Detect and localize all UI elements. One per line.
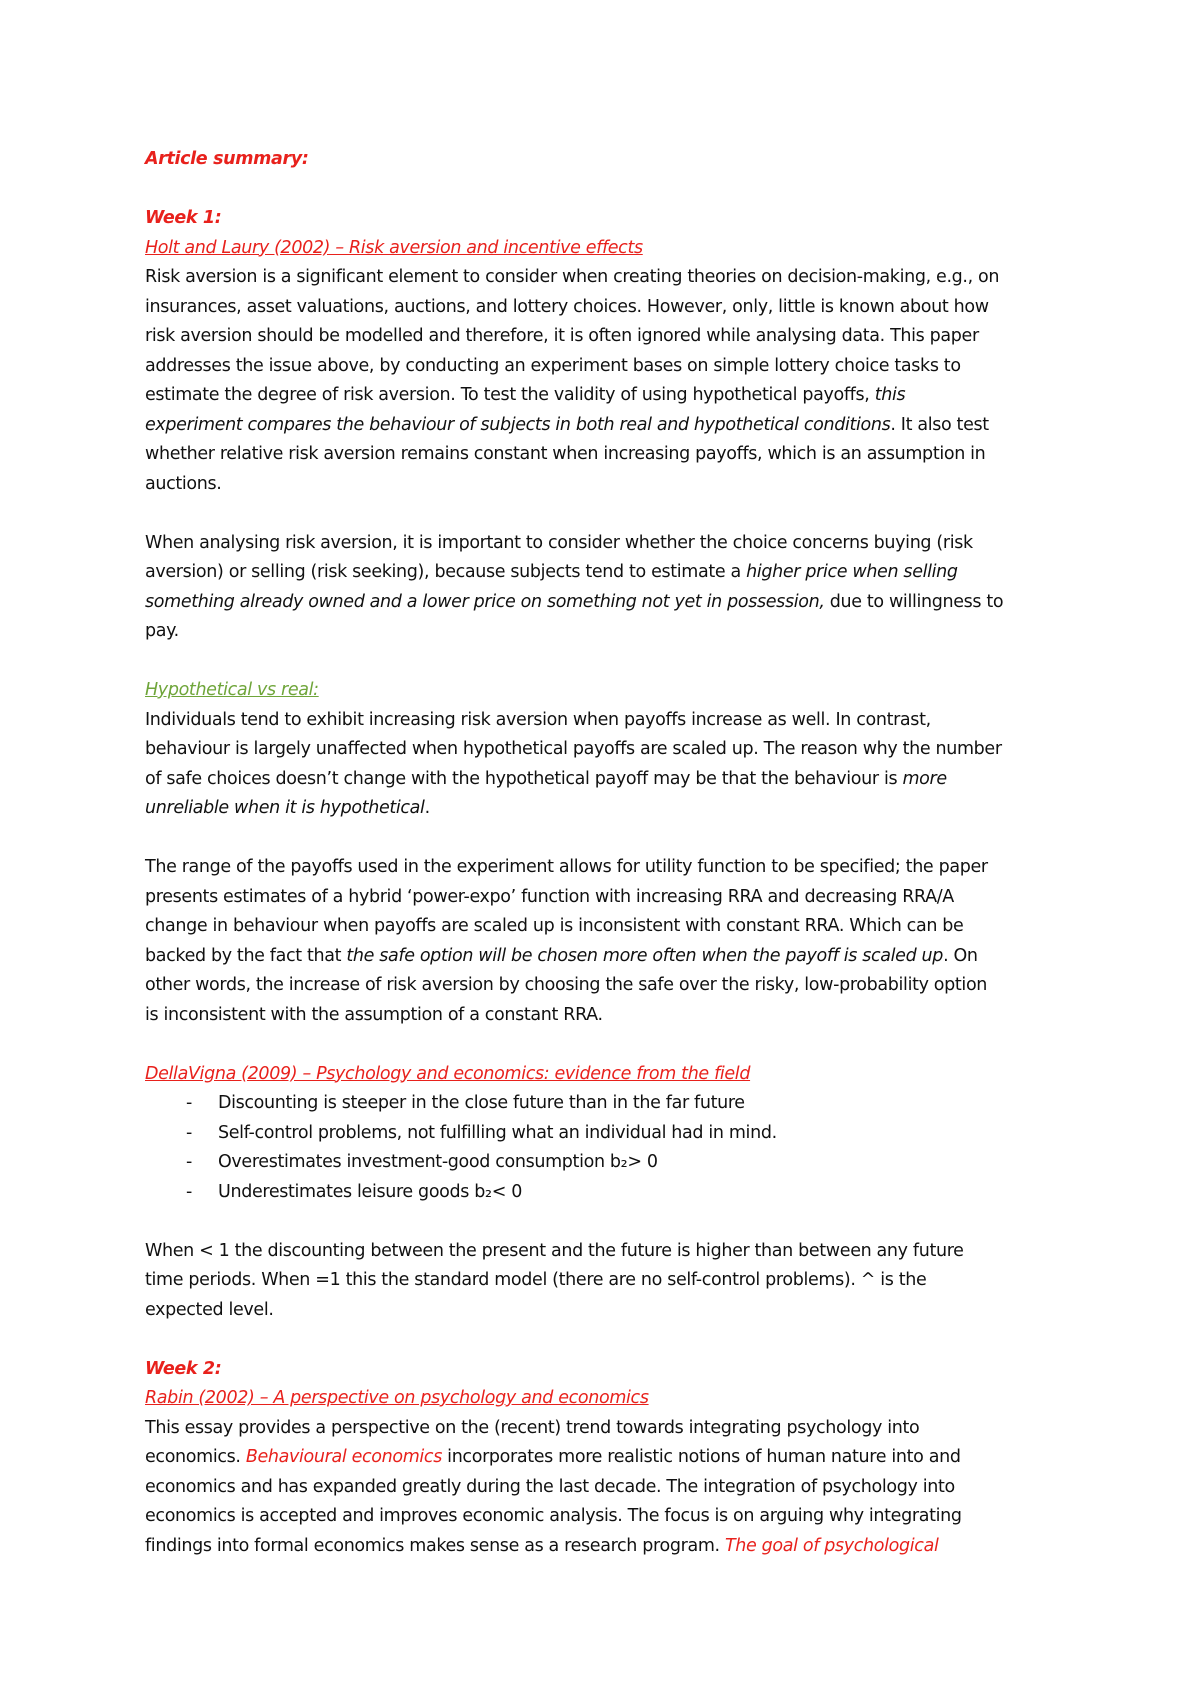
paragraph-line: presents estimates of a hybrid ‘power-expo’ function with increasing RRA and decreasing RRA/A [145, 886, 954, 907]
paragraph-line: When < 1 the discounting between the present and the future is higher than between any future [145, 1240, 964, 1261]
paragraph-line: experiment compares the behaviour of subjects in both real and hypothetical conditions. It also test [145, 414, 989, 435]
emphasis-text: the safe option will be chosen more often when the payoff is scaled up [346, 945, 944, 966]
paragraph-line: whether relative risk aversion remains constant when increasing payoffs, which is an assumption in [145, 444, 986, 464]
paragraph-line: of safe choices doesn’t change with the hypothetical payoff may be that the behaviour is more [145, 768, 947, 789]
paragraph-line: The range of the payoffs used in the experiment allows for utility function to be specified; the paper [145, 857, 988, 877]
paragraph-line: other words, the increase of risk aversion by choosing the safe over the risky, low-probability option [145, 975, 988, 995]
bullet-item: - Self-control problems, not fulfilling what an individual had in mind. [145, 1119, 1065, 1149]
emphasis-text: Behavioural economics [245, 1447, 442, 1467]
paragraph-line: pay. [145, 621, 179, 641]
paragraph-line: change in behaviour when payoffs are scaled up is inconsistent with constant RRA. Which can be [145, 916, 964, 936]
bullet-item: - Discounting is steeper in the close future than in the far future [145, 1089, 1065, 1119]
paragraph-line: economics. Behavioural economics incorporates more realistic notions of human nature into and [145, 1447, 961, 1467]
paragraph-line: economics is accepted and improves economic analysis. The focus is on arguing why integrating [145, 1506, 962, 1526]
emphasis-text: this [874, 385, 906, 405]
paragraph-line: auctions. [145, 473, 222, 494]
article-title-rabin: Rabin (2002) – A perspective on psychology and economics [145, 1388, 649, 1408]
paragraph-line: addresses the issue above, by conducting an experiment bases on simple lottery choice tasks to [145, 355, 961, 376]
paragraph-line: economics and has expanded greatly during the last decade. The integration of psychology into [145, 1476, 955, 1497]
emphasis-text: experiment compares the behaviour of subjects in both real and hypothetical conditions [145, 414, 891, 435]
emphasis-text: higher price when selling [746, 562, 958, 582]
bullet-dash: - [186, 1122, 192, 1143]
paragraph-line: something already owned and a lower price on something not yet in possession, due to willingness to [145, 591, 1004, 612]
article-title-dellavigna: DellaVigna (2009) – Psychology and economics: evidence from the field [145, 1063, 751, 1084]
document-body [145, 145, 1065, 1561]
paragraph-line: risk aversion should be modelled and therefore, it is often ignored while analysing data. This paper [145, 326, 979, 346]
bullet-dash: - [186, 1152, 192, 1172]
paragraph-line: findings into formal economics makes sense as a research program. The goal of psychological [145, 1535, 939, 1556]
bullet-item: - Underestimates leisure goods b₂< 0 [145, 1178, 1065, 1208]
week-1-heading: Week 1: [145, 208, 222, 228]
paragraph-line: expected level. [145, 1299, 274, 1320]
paragraph-line: Risk aversion is a significant element to consider when creating theories on decision-making, e.g., on [145, 267, 1000, 287]
paragraph-line: When analysing risk aversion, it is important to consider whether the choice concerns buying (risk [145, 532, 973, 553]
emphasis-text: more [902, 768, 947, 789]
paragraph-line: unreliable when it is hypothetical. [145, 798, 430, 818]
bullet-dash: - [186, 1181, 192, 1202]
paragraph-line: This essay provides a perspective on the (recent) trend towards integrating psychology into [145, 1417, 920, 1438]
paragraph-line: aversion) or selling (risk seeking), because subjects tend to estimate a higher price when selling [145, 562, 958, 582]
bullet-dash: - [186, 1093, 192, 1113]
subheading-hypothetical-vs-real: Hypothetical vs real: [145, 680, 319, 700]
bullet-item: - Overestimates investment-good consumption b₂> 0 [145, 1148, 1065, 1178]
paragraph-line: behaviour is largely unaffected when hypothetical payoffs are scaled up. The reason why the number [145, 739, 1002, 759]
emphasis-text: something already owned and a lower price on something not yet in possession, [145, 591, 825, 612]
paragraph-line: is inconsistent with the assumption of a constant RRA. [145, 1004, 603, 1025]
emphasis-text: The goal of psychological [724, 1535, 939, 1556]
paragraph-line: Individuals tend to exhibit increasing risk aversion when payoffs increase as well. In contrast, [145, 709, 931, 730]
paragraph-line: estimate the degree of risk aversion. To test the validity of using hypothetical payoffs, this [145, 385, 906, 405]
paragraph-line: time periods. When =1 this the standard model (there are no self-control problems). ^ is the [145, 1270, 927, 1290]
paragraph-line: backed by the fact that the safe option will be chosen more often when the payoff is scaled up. On [145, 945, 978, 966]
document-title: Article summary: [145, 149, 309, 169]
emphasis-text: unreliable when it is hypothetical [145, 798, 425, 818]
week-2-heading: Week 2: [145, 1358, 222, 1379]
paragraph-line: insurances, asset valuations, auctions, and lottery choices. However, only, little is known about how [145, 296, 989, 317]
article-title-holt-laury: Holt and Laury (2002) – Risk aversion and incentive effects [145, 237, 643, 258]
